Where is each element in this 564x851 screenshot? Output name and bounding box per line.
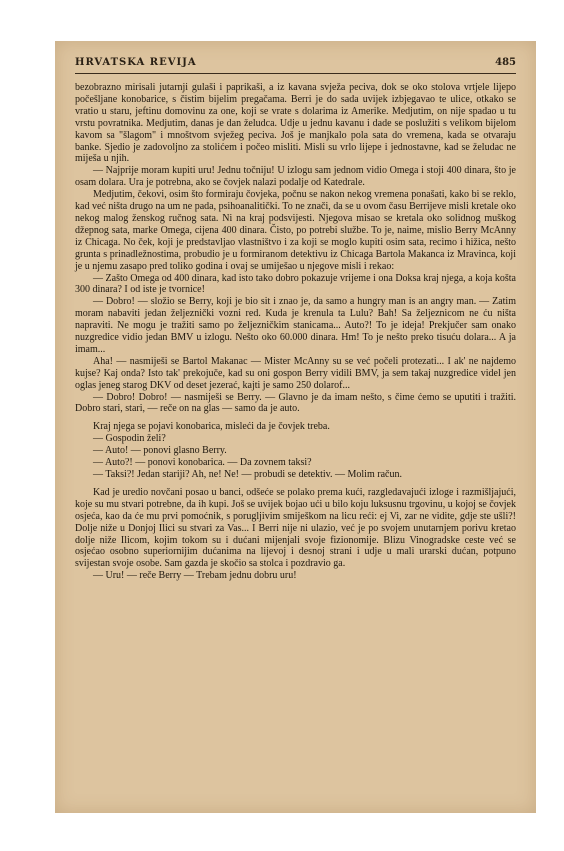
paragraph: Kad je uredio novčani posao u banci, odšeće se polako prema kući, razgledavajući izloge i razmišljajući, koje su mu stvari potrebne, da ih kupi. Još se uvijek bojao ući u bilo koju luksusnu trgovinu, u kojoj se čovjek osjeća, kao da će mu prvi pomoćnik, s porugljivim smiješkom na licu reći: ej Vi, zar ne vidite, gdje ste ušli?! Dolje niže u Donjoj Ilici su stvari za Vas... I Berri nije ni ulazio, već je po svojem unutarnjem porivu kretao dolje niže Ilicom, kojim tokom su i dućani mijenjali svoje fizionomije. Blizu Vinogradske ceste već se osjećao osobno superiornijim dućanima na lijevoj i desnoj strani i udje u mali urarski dućan, potpuno svijestan svoje osobe. Sam gazda je skočio sa stolca i pozdravio ga. (75, 486, 516, 570)
header-rule (75, 73, 516, 74)
journal-title: HRVATSKA REVIJA (75, 57, 197, 68)
paragraph: — Gospodin želi? (93, 433, 166, 445)
paragraph: — Auto?! — ponovi konobarica. — Da zovnem taksi? (93, 457, 312, 469)
paragraph: — Taksi?! Jedan stariji? Ah, ne! Ne! — probudi se detektiv. — Molim račun. (93, 469, 402, 480)
page-number: 485 (495, 57, 516, 68)
paragraph: — Uru! — reče Berry — Trebam jednu dobru uru! (93, 570, 297, 582)
book-page (55, 41, 536, 813)
paragraph: — Najprije moram kupiti uru! Jednu točniju! U izlogu sam jednom vidio Omega i stoji 400 dinara, što je osam dolara. Ura je potrebna, ako se čovjek nalazi podalje od Katedrale. (75, 165, 516, 189)
paragraph: — Dobro! — složio se Berry, koji je bio sit i znao je, da samo a hungry man is an angry man. — Zatim moram nabaviti jedan željeznički vozni red. Kuda je krenula ta Lulu? Bah! Sa željeznicom ne ću ništa napraviti. Ne mogu je tražiti samo po željezničkim stanicama... Auto?! To je ideja! Prekjučer sam onako nuzgredice vidio jedan BMV u izlogu. Nešto oko 60.000 dinara. Hm! To je nešto preko tisuću dolara... A ja imam... (75, 296, 516, 355)
paragraph: Aha! — nasmiješi se Bartol Makanac — Mister McAnny su se već počeli protezati... I ak' ne najdemo kujse? Kaj onda? Isto tak' prekojuče, kad su oni gospon Berry vidili BMV, ja sem takaj nuzgredice videl jen oglas jeneg starog DKV od deset jezerać, kajti je samo 250 dolarof... (75, 355, 516, 391)
paragraph: — Auto! — ponovi glasno Berry. (93, 445, 227, 457)
paragraph: Kraj njega se pojavi konobarica, misleći da je čovjek treba. (93, 421, 330, 433)
body-text (75, 82, 516, 582)
paragraph: bezobrazno mirisali jutarnji gulaši i paprikaši, a iz kavana svježa peciva, dok se oko stolova vrtjele lijepo počešljane konobarice, s čistim bijelim pregačama. Berri je do sada uvijek izbjegavao te ulice, otkako se vratio u staru, jeftinu domovinu za one, koji se vrate s dolarima iz Amerike. Medjutim, on nije spadao u tu vrstu povratnika. Medjutim, danas je dan želudca. Udje u jednu kavanu i dade se poslužiti s velikom bijelom kavom sa "šlagom" i mnoštvom svježeg peciva. Još je manjkalo pola sata do vremena, kada se otvaraju banke. Sjedio je zadovoljno za stolićem i počeo misliti. Misli su vrlo lijepe i jednostavne, kad se želudac ne miješa u njih. (75, 82, 516, 165)
running-header (75, 57, 516, 71)
paragraph: Medjutim, čekovi, osim što formiraju čovjeka, počnu se nakon nekog vremena ponašati, kako bi se reklo, kad već ništa drugo na um ne pada, psihoanalitički. To ne znači, da se u ovom času Berrijeve misli kretale oko nekog malog ženskog ručnog sata. Ni na kraj podsvijesti. Njegova misao se kretala oko solidnog muškog džepnog sata, marke Omega, cijena 400 dinara. Čisto, po potrebi službe. To je, naime, mislio Berry McAnny iz Chicaga. No ček, koji je predstavljao vlastništvo i za koji se moglo kupiti osim sata, recimo i hižica, nešto grunta s prinadležnostima, probudio je u formiranom detektivu iz Chicaga Bartola Makanca iz Mravinca, koji je u njemu zasapo pred toliko godina i ovaj se umiješao u njegove misli i rekao: (75, 189, 516, 272)
paragraph: — Zašto Omega od 400 dinara, kad isto tako dobro pokazuje vrijeme i ona Doksa kraj njega, a koja košta 300 dinara? I od iste je tvornice! (75, 272, 516, 296)
paragraph: — Dobro! Dobro! — nasmiješi se Berry. — Glavno je da imam nešto, s čime ćemo se uputiti i tražiti. Dobro stari, stari, — reče on na glas — samo da je auto. (75, 391, 516, 415)
